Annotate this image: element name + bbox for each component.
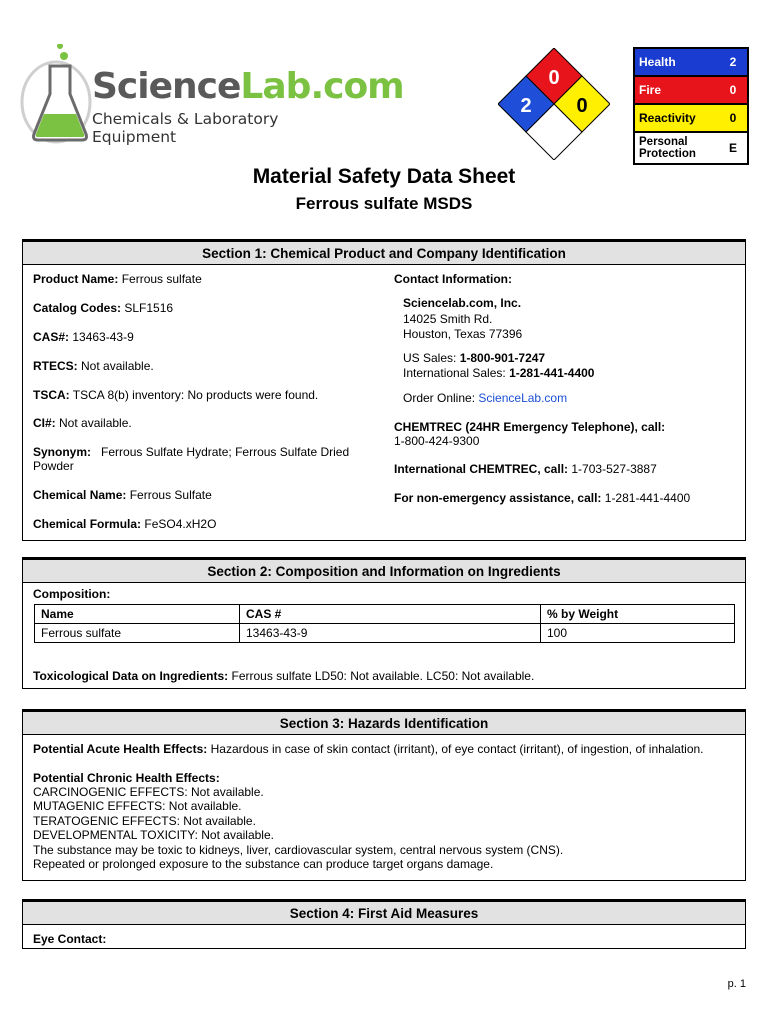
document-title: Material Safety Data Sheet: [252, 165, 516, 188]
chemtrec-phone: 1-800-424-9300: [394, 434, 480, 448]
order-online: Order Online: ScienceLab.com: [403, 391, 568, 405]
chronic-line: TERATOGENIC EFFECTS: Not available.: [33, 814, 256, 828]
international-sales: International Sales: 1-281-441-4400: [403, 366, 595, 380]
table-header-row: [35, 605, 735, 624]
chronic-health-label: Potential Chronic Health Effects:: [33, 771, 220, 785]
nfpa-fire-value: 0: [548, 67, 560, 89]
hmis-row-reactivity: [635, 105, 747, 133]
composition-table: [34, 604, 735, 643]
section-2: [22, 557, 746, 689]
cas-number: CAS#: 13463-43-9: [33, 330, 134, 344]
chemical-formula: Chemical Formula: FeSO4.xH2O: [33, 517, 217, 531]
ci-number: CI#: Not available.: [33, 416, 132, 430]
page-number: p. 1: [727, 978, 746, 990]
section-heading: Section 2: Composition and Information on Ingredients: [23, 557, 745, 583]
hmis-row-personal-protection: [635, 133, 747, 163]
hmis-value: 0: [729, 111, 737, 125]
chronic-line: CARCINOGENIC EFFECTS: Not available.: [33, 785, 264, 799]
table-cell: 100: [541, 624, 735, 643]
address-line-2: Houston, Texas 77396: [403, 327, 523, 341]
hmis-row-health: [635, 49, 747, 77]
nfpa-reactivity-value: 0: [576, 95, 588, 117]
toxicological-data: Toxicological Data on Ingredients: Ferrous sulfate LD50: Not available. LC50: Not available.: [33, 669, 535, 683]
sciencelab-link[interactable]: ScienceLab.com: [478, 391, 568, 405]
address-line-1: 14025 Smith Rd.: [403, 312, 493, 326]
hmis-rating-table: [633, 47, 749, 165]
hmis-row-fire: [635, 77, 747, 105]
section-3: [22, 709, 746, 881]
chronic-line: The substance may be toxic to kidneys, liver, cardiovascular system, central nervous system (CNS).: [33, 843, 564, 857]
nfpa-diamond: [498, 48, 610, 160]
contact-label: Contact Information:: [394, 272, 512, 286]
tsca: TSCA: TSCA 8(b) inventory: No products were found.: [33, 388, 319, 402]
chronic-line: DEVELOPMENTAL TOXICITY: Not available.: [33, 828, 274, 842]
acute-health-effects: Potential Acute Health Effects: Hazardous in case of skin contact (irritant), of eye contact (irritant), of ingestion, of inhalation.: [33, 742, 704, 756]
column-header: CAS #: [240, 605, 541, 624]
logo-science: Science: [92, 66, 241, 107]
chronic-line: MUTAGENIC EFFECTS: Not available.: [33, 799, 242, 813]
hmis-value: E: [728, 141, 737, 155]
table-cell: 13463-43-9: [240, 624, 541, 643]
synonym: Synonym: Ferrous Sulfate Hydrate; Ferrous Sulfate Dried Powder: [33, 445, 350, 473]
section-heading: Section 1: Chemical Product and Company Identification: [23, 239, 745, 265]
hmis-label: Reactivity: [639, 111, 696, 125]
hmis-value: 2: [729, 55, 737, 69]
section-1: [22, 239, 746, 541]
chemical-name: Chemical Name: Ferrous Sulfate: [33, 488, 212, 502]
document-subtitle: Ferrous sulfate MSDS: [295, 194, 473, 213]
nfpa-health-value: 2: [520, 95, 532, 117]
hmis-label: Fire: [639, 83, 662, 97]
product-name: Product Name: Ferrous sulfate: [33, 272, 202, 286]
hmis-label: Personal Protection: [639, 136, 696, 160]
column-header: Name: [35, 605, 240, 624]
composition-label: Composition:: [33, 587, 111, 601]
section-4: [22, 899, 746, 949]
logo-tagline: Chemicals & Laboratory Equipment: [92, 110, 279, 146]
chemtrec-label: CHEMTREC (24HR Emergency Telephone), call:: [394, 420, 666, 434]
us-sales: US Sales: 1-800-901-7247: [403, 351, 546, 365]
eye-contact-label: Eye Contact:: [33, 932, 107, 946]
company-name: Sciencelab.com, Inc.: [403, 296, 522, 310]
rtecs: RTECS: Not available.: [33, 359, 154, 373]
table-cell: Ferrous sulfate: [35, 624, 240, 643]
non-emergency: For non-emergency assistance, call: 1-281-441-4400: [394, 491, 691, 505]
intl-chemtrec: International CHEMTREC, call: 1-703-527-3887: [394, 462, 657, 476]
section-heading: Section 4: First Aid Measures: [23, 899, 745, 925]
hmis-value: 0: [729, 83, 737, 97]
section-heading: Section 3: Hazards Identification: [23, 709, 745, 735]
chronic-line: Repeated or prolonged exposure to the substance can produce target organs damage.: [33, 857, 494, 871]
sciencelab-logo: [20, 44, 404, 154]
logo-lab: Lab: [240, 66, 311, 107]
table-row: [35, 624, 735, 643]
catalog-codes: Catalog Codes: SLF1516: [33, 301, 174, 315]
hmis-label: Health: [639, 55, 676, 69]
column-header: % by Weight: [541, 605, 735, 624]
logo-com: .com: [310, 66, 404, 107]
